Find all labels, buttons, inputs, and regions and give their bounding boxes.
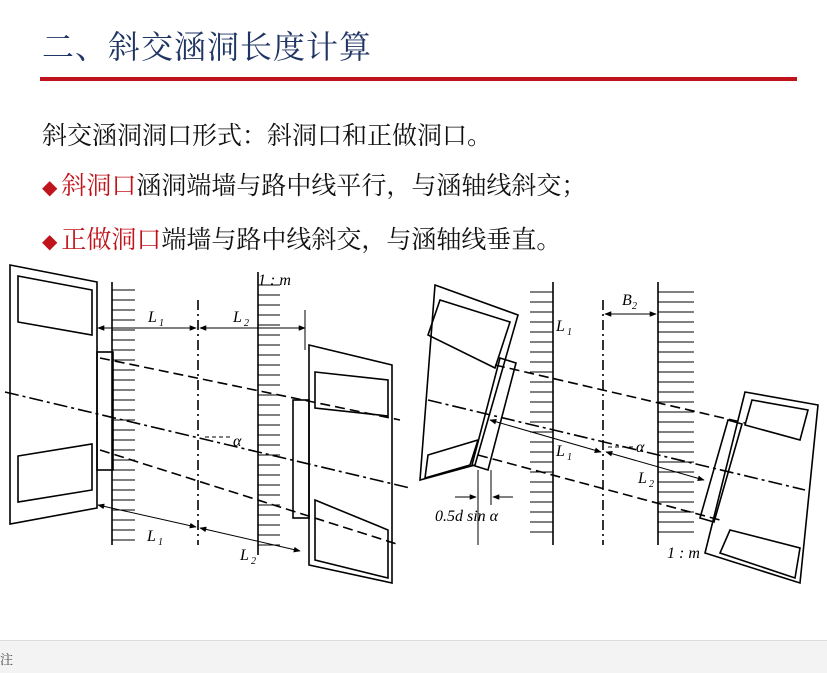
culvert-axis [5,392,410,488]
right-L1a-sub: 1 [567,327,572,338]
right-L1b-label: L [556,443,565,460]
right-slope-label: 1 : m [667,545,700,562]
skew-opening-description: 涵洞端墙与路中线平行，与涵轴线斜交； [136,171,587,200]
left-L1-sub: 1 [159,318,164,329]
bullet-line-normal-opening [42,220,561,256]
left-wingwall-upper [18,276,92,335]
right-left-slope-hatching [530,292,553,532]
right-headwall-strip [293,400,309,518]
left-alpha-label: α [233,433,242,450]
left-L1-label: L [148,309,157,326]
notes-label[interactable]: 注 [0,653,14,668]
right-L1a-label: L [556,318,565,335]
right-offset-label: 0.5d sin α [435,508,499,525]
diamond-bullet-icon: ◆ [42,175,58,199]
dim-right-L2-prime [606,452,704,480]
right-right-headwall [700,420,742,522]
dim-right-L1 [490,420,601,452]
left-L2p-sub: 2 [251,556,256,567]
right-culvert-edge-upper [495,365,745,423]
left-wingwall-lower [18,444,92,502]
left-endwall [10,265,97,524]
culvert-edge-lower [100,450,400,545]
term-skew-opening: 斜洞口 [61,171,137,200]
right-right-slope-hatching [658,292,694,532]
left-slope-label: 1 : m [258,272,291,289]
left-diagram [5,265,410,583]
right-endwall [309,345,392,583]
left-L2p-label: L [240,547,249,564]
right-diagram [420,282,818,583]
right-B2-sub: 2 [632,301,637,312]
left-L2-label: L [233,309,242,326]
right-L1b-sub: 1 [567,452,572,463]
left-L2-sub: 2 [244,318,249,329]
diamond-bullet-icon: ◆ [42,229,58,253]
left-L1p-label: L [147,528,156,545]
right-L2p-sub: 2 [649,479,654,490]
left-L1p-sub: 1 [158,537,163,548]
culvert-diagram [0,258,827,638]
right-wingwall-lower [315,500,388,578]
right-right-wing-upper [745,400,808,440]
right-culvert-edge-lower [478,455,720,520]
right-alpha-label: α [636,439,645,456]
normal-opening-description: 端墙与路中线斜交，与涵轴线垂直。 [161,225,562,254]
right-L2p-label: L [638,470,647,487]
culvert-edge-upper [100,358,400,420]
left-diagram-labels [146,272,291,567]
title-divider [40,77,797,81]
intro-line: 斜交涵洞洞口形式：斜洞口和正做洞口。 [42,121,493,150]
dim-L2-prime [200,528,300,551]
right-B2-label: B [622,292,632,309]
right-left-wing-lower [425,440,478,478]
term-normal-opening: 正做洞口 [61,225,162,254]
bullet-line-skew-opening [42,166,586,202]
slide-title: 二、斜交涵洞长度计算 [42,28,373,66]
status-bar [0,640,827,673]
right-left-wing-upper [428,300,510,368]
